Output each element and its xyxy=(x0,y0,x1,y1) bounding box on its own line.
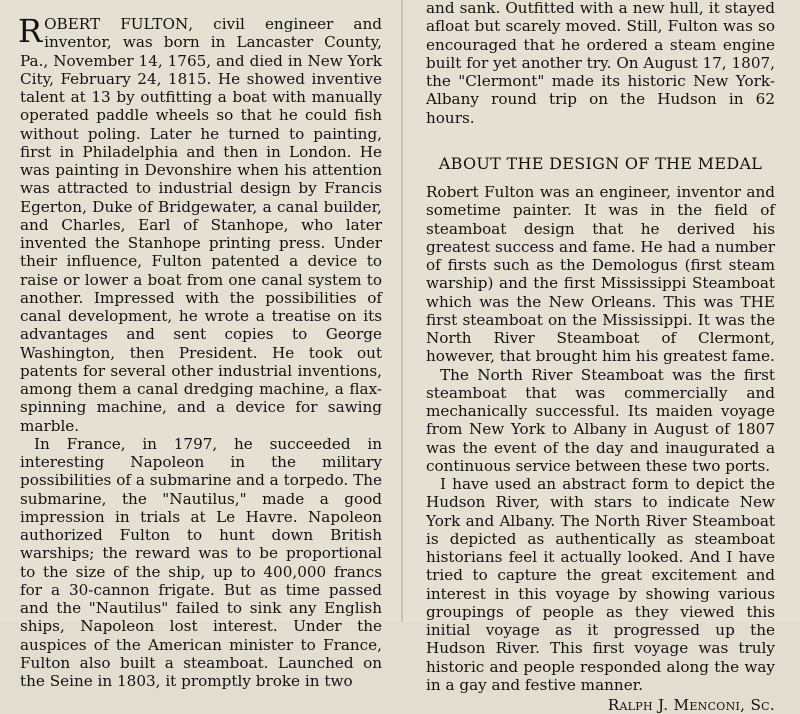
medal-paragraph-2: The North River Steamboat was the first steamboat that was commercially and mechanically successful. Its maiden voyage from New York to Albany in August of 1807 was the event of the day and inaugurated a continuous service between these two ports. xyxy=(426,365,775,475)
page-fold-divider xyxy=(401,0,403,622)
biography-text-1: , civil engineer and inventor, was born in Lancaster County, Pa., November 14, 1765, and died in New York City, February 24, 1815. He showed inventive talent at 13 by outfitting a boat with manually operated paddle wheels so that he could fish without poling. Later he turned to painting, first in Philadelphia and then in London. He was painting in Devonshire when his attention was attracted to industrial design by Francis Egerton, Duke of Bridgewater, a canal builder, and Charles, Earl of Stanhope, who later invented the Stanhope printing press. Under their influence, Fulton patented a device to raise or lower a boat from one canal system to another. Impressed with the possibilities of canal development, he wrote a treatise on its advantages and sent copies to George Washington, then President. He took out patents for several other industrial inventions, among them a canal dredging machine, a flax-spinning machine, and a device for sawing marble. xyxy=(20,15,382,435)
right-column xyxy=(426,0,775,714)
continuation-paragraph: and sank. Outfitted with a new hull, it stayed afloat but scarely moved. Still, Fulton was so encouraged that he ordered a steam engine built for yet another try. On August 17, 1807, the "Clermont" made its historic New York-Albany round trip on the Hudson in 62 hours. xyxy=(426,0,775,127)
biography-paragraph-1 xyxy=(18,12,382,435)
left-column xyxy=(18,12,382,690)
drop-cap: R xyxy=(18,12,43,50)
section-heading: ABOUT THE DESIGN OF THE MEDAL xyxy=(438,153,763,173)
subject-name: OBERT FULTON xyxy=(44,15,189,33)
medal-paragraph-1: Robert Fulton was an engineer, inventor and sometime painter. It was in the field of steamboat design that he derived his greatest success and fame. He had a number of firsts such as the Demologus (first steam warship) and the first Mississippi Steamboat which was the New Orleans. This was THE first steamboat on the Mississippi. It was the North River Steamboat of Clermont, however, that brought him his greatest fame. xyxy=(426,183,775,366)
biography-paragraph-2: In France, in 1797, he succeeded in interesting Napoleon in the military possibilities of a submarine and a torpedo. The submarine, the "Nautilus," made a good impression in trials at Le Havre. Napoleon authorized Fulton to hunt down British warships; the reward was to be proportional to the size of the ship, up to 400,000 francs for a 30-cannon frigate. But as time passed and the "Nautilus" failed to sink any English ships, Napoleon lost interest. Under the auspices of the American minister to France, Fulton also built a steamboat. Launched on the Seine in 1803, it promptly broke in two xyxy=(20,434,382,690)
medal-paragraph-3: I have used an abstract form to depict the Hudson River, with stars to indicate New York and Albany. The North River Steamboat is depicted as authentically as steamboat historians feel it actually looked. And I have tried to capture the great excitement and interest in this voyage by showing various groupings of people as they viewed this initial voyage as it progressed up the Hudson River. This first voyage was truly historic and people responded along the way in a gay and festive manner. xyxy=(426,475,775,694)
sculptor-signature: Ralph J. Menconi, Sc. xyxy=(607,696,775,714)
